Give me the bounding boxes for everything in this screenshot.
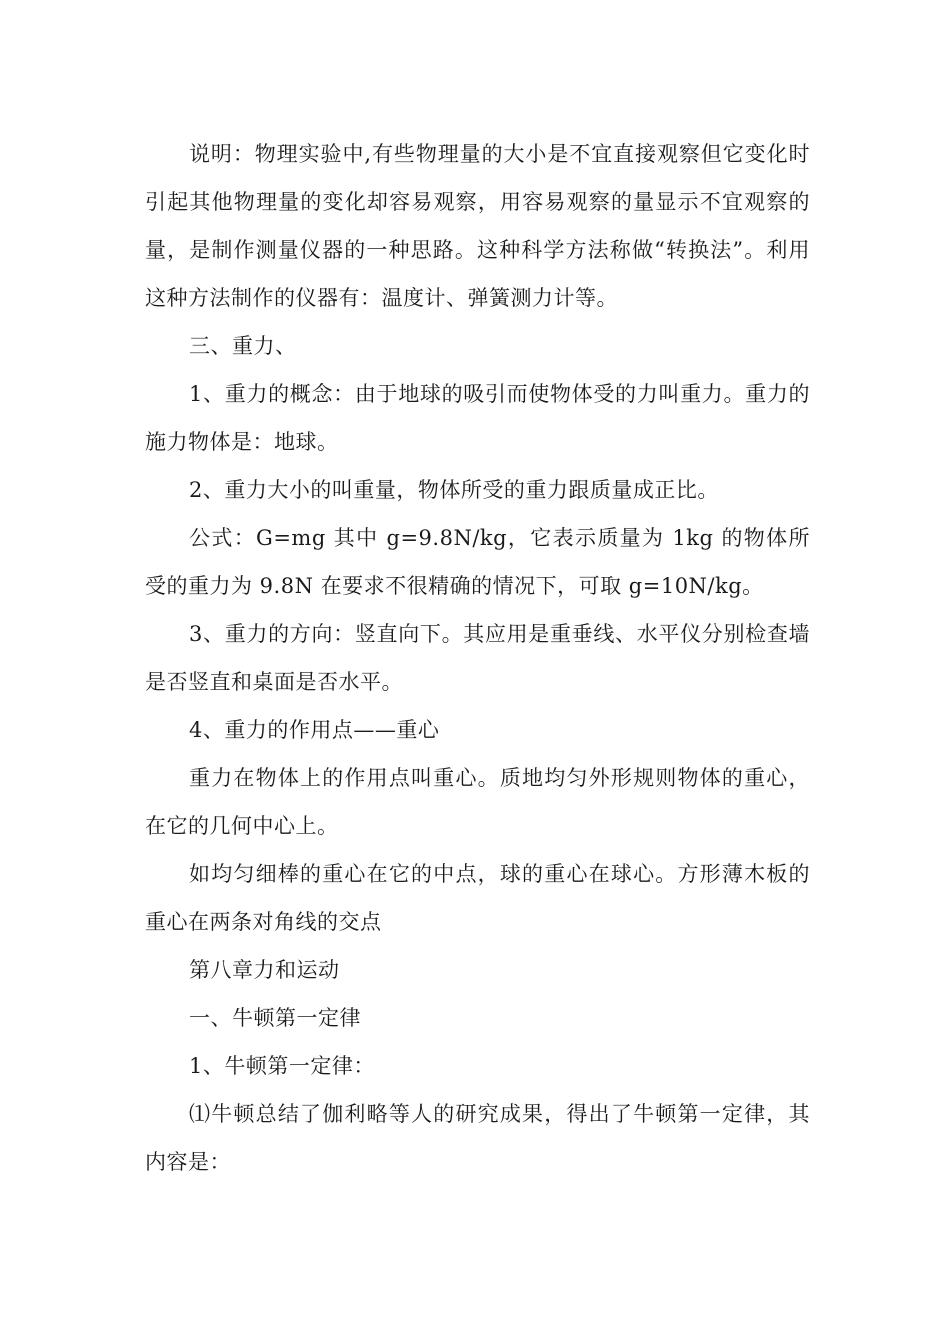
paragraph-newton-summary: ⑴牛顿总结了伽利略等人的研究成果，得出了牛顿第一定律，其内容是： xyxy=(145,1102,810,1174)
paragraph-center-of-gravity-examples: 如均匀细棒的重心在它的中点，球的重心在球心。方形薄木板的重心在两条对角线的交点 xyxy=(145,862,810,934)
paragraph-explanation: 说明：物理实验中,有些物理量的大小是不宜直接观察但它变化时引起其他物理量的变化却容易观察，用容易观察的量显示不宜观察的量，是制作测量仪器的一种思路。这种科学方法称做“转换法”。利用这种方法制作的仪器有：温度计、弹簧测力计等。 xyxy=(145,142,810,310)
paragraph-formula: 公式：G=mg 其中 g=9.8N/kg，它表示质量为 1kg 的物体所受的重力为 9.8N 在要求不很精确的情况下，可取 g=10N/kg。 xyxy=(145,526,810,598)
paragraph-gravity-direction: 3、重力的方向：竖直向下。其应用是重垂线、水平仪分别检查墙是否竖直和桌面是否水平。 xyxy=(145,622,810,694)
paragraph-gravity-concept: 1、重力的概念：由于地球的吸引而使物体受的力叫重力。重力的施力物体是：地球。 xyxy=(145,382,810,454)
heading-gravity-section: 三、重力、 xyxy=(189,334,297,358)
paragraph-center-of-gravity-definition: 重力在物体上的作用点叫重心。质地均匀外形规则物体的重心，在它的几何中心上。 xyxy=(145,766,810,838)
subheading-newton-first-law: 1、牛顿第一定律： xyxy=(189,1054,375,1078)
paragraph-gravity-weight: 2、重力大小的叫重量，物体所受的重力跟质量成正比。 xyxy=(189,478,719,502)
heading-center-of-gravity: 4、重力的作用点——重心 xyxy=(189,718,440,742)
document-body xyxy=(145,130,810,1186)
heading-chapter-eight: 第八章力和运动 xyxy=(189,958,340,982)
heading-newton-first-law: 一、牛顿第一定律 xyxy=(189,1006,361,1030)
